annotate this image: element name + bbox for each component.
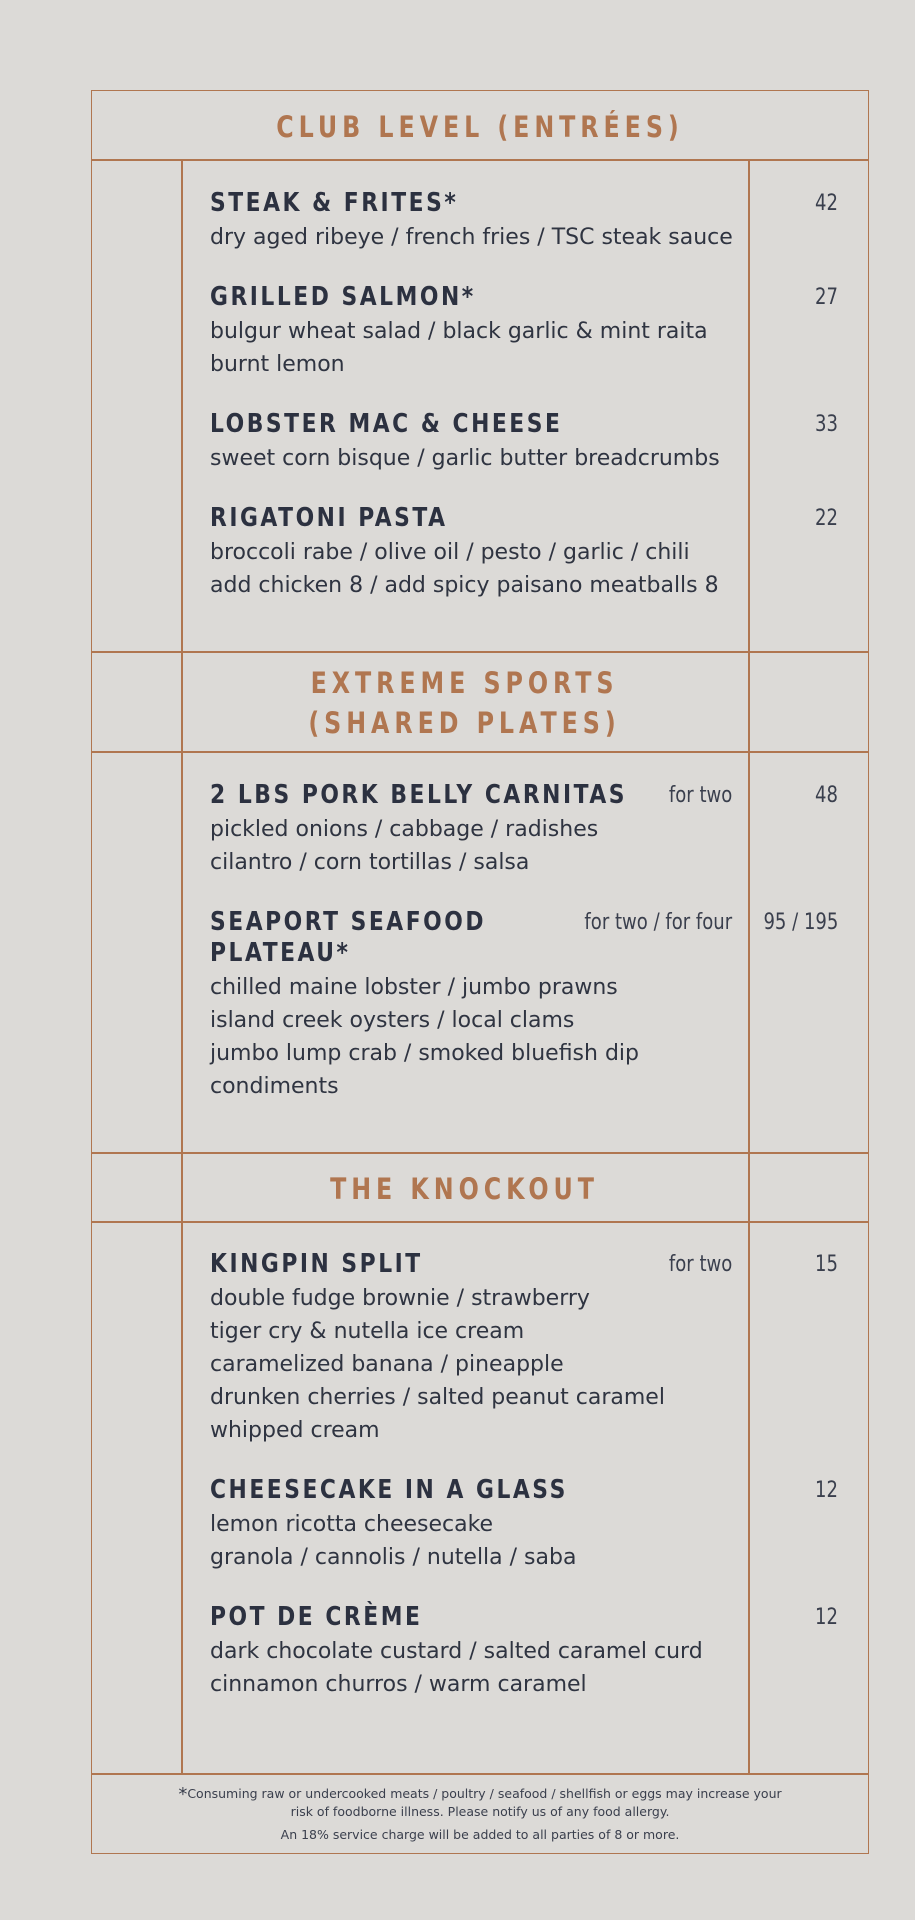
service-charge-note: An 18% service charge will be added to all parties of 8 or more.: [280, 1827, 680, 1842]
column-line-left: [181, 159, 183, 1773]
item-description: double fudge brownie / strawberry tiger cry & nutella ice cream caramelized banana / pineapple drunken cherries / salted peanut caramel whipped cream: [210, 1286, 665, 1443]
item-serving-note: for two / for four: [584, 910, 732, 935]
section-title-extreme-sports: EXTREME SPORTS: [310, 666, 619, 700]
item-description: dark chocolate custard / salted caramel curd cinnamon churros / warm caramel: [210, 1639, 703, 1697]
item-name: 2 LBS PORK BELLY CARNITAS: [210, 780, 628, 810]
divider-line: [91, 159, 869, 161]
item-description: sweet corn bisque / garlic butter breadcrumbs: [210, 446, 720, 471]
item-description: lemon ricotta cheesecake granola / cannolis / nutella / saba: [210, 1512, 577, 1570]
item-name-continued: PLATEAU*: [210, 938, 351, 968]
menu-item: [210, 1249, 840, 1447]
item-name: STEAK & FRITES*: [210, 188, 459, 218]
asterisk-mark: *: [178, 1784, 188, 1805]
item-price: 15: [815, 1252, 838, 1277]
menu-item: [210, 503, 840, 602]
menu-item: [210, 780, 840, 879]
item-name: KINGPIN SPLIT: [210, 1249, 423, 1279]
divider-line: [91, 1152, 869, 1154]
divider-line: [91, 751, 869, 753]
item-price: 95 / 195: [763, 910, 838, 935]
item-price: 12: [815, 1478, 838, 1503]
item-price: 33: [815, 412, 838, 437]
item-description: pickled onions / cabbage / radishes cilantro / corn tortillas / salsa: [210, 817, 599, 875]
item-description: chilled maine lobster / jumbo prawns island creek oysters / local clams jumbo lump crab / smoked bluefish dip condiments: [210, 975, 639, 1099]
item-price: 42: [815, 191, 838, 216]
item-name: POT DE CRÈME: [210, 1602, 423, 1632]
menu-item: [210, 1602, 840, 1701]
allergy-warning-line2: risk of foodborne illness. Please notify us of any food allergy.: [290, 1804, 670, 1819]
menu-item: [210, 1475, 840, 1574]
divider-line: [91, 651, 869, 653]
divider-line: [91, 1773, 869, 1775]
item-price: 22: [815, 506, 838, 531]
divider-line: [91, 1221, 869, 1223]
section-title-the-knockout: THE KNOCKOUT: [330, 1172, 599, 1206]
menu-item: [210, 282, 840, 381]
item-name: GRILLED SALMON*: [210, 282, 476, 312]
menu-item: [210, 907, 840, 1103]
item-name: LOBSTER MAC & CHEESE: [210, 409, 563, 439]
menu-item: [210, 188, 840, 254]
allergy-warning-line1: Consuming raw or undercooked meats / poultry / seafood / shellfish or eggs may increase your: [187, 1786, 782, 1801]
item-description: dry aged ribeye / french fries / TSC steak sauce: [210, 225, 733, 250]
item-description: broccoli rabe / olive oil / pesto / garlic / chili add chicken 8 / add spicy paisano meatballs 8: [210, 540, 719, 598]
item-serving-note: for two: [668, 1252, 732, 1277]
item-name: CHEESECAKE IN A GLASS: [210, 1475, 568, 1505]
item-price: 27: [815, 285, 838, 310]
item-name: RIGATONI PASTA: [210, 503, 448, 533]
item-name: SEAPORT SEAFOOD: [210, 907, 486, 937]
allergy-warning: [91, 1785, 869, 1820]
item-price: 12: [815, 1605, 838, 1630]
section-title-club-level: CLUB LEVEL (ENTRÉES): [276, 110, 684, 144]
item-serving-note: for two: [668, 783, 732, 808]
item-price: 48: [815, 783, 838, 808]
section-title-shared-plates: (SHARED PLATES): [308, 706, 621, 740]
item-description: bulgur wheat salad / black garlic & mint raita burnt lemon: [210, 319, 708, 377]
menu-item: [210, 409, 840, 475]
